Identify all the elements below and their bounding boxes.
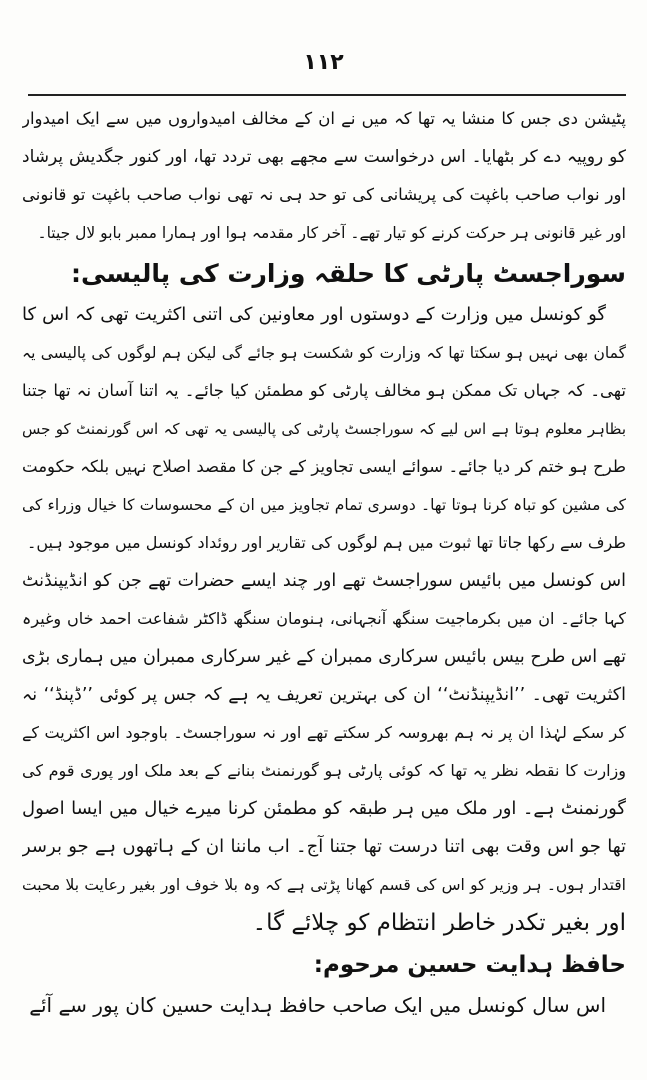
page-number: ۱۱۲ xyxy=(303,50,344,75)
text-line: اور نواب صاحب باغپت کی پریشانی کی تو حد ہی نہ تھی نواب صاحب باغپت تو قانونی xyxy=(22,185,626,204)
section-heading-hafiz-hidayat-hussain: حافظ ہدایت حسین مرحوم: xyxy=(313,952,626,978)
text-line: اس سال کونسل میں ایک صاحب حافظ ہدایت حسین کان پور سے آئے xyxy=(29,993,606,1017)
text-line: کہا جائے۔ ان میں بکرماجیت سنگھ آنجہانی، ہنومان سنگھ ڈاکٹر شفاعت احمد خاں وغیرہ xyxy=(22,609,626,628)
text-line: گورنمنٹ ہے۔ اور ملک میں ہر طبقہ کو مطمئن کرنا میرے خیال میں ایسا اصول xyxy=(22,798,626,819)
text-line: وزارت کا نقطہ نظر یہ تھا کہ کوئی پارٹی ہو گورنمنٹ بنانے کے بعد ملک اور پوری قوم کی xyxy=(22,761,626,780)
page-body xyxy=(22,100,626,1024)
text-line: طرف سے رکھا جاتا تھا ثبوت میں ہم لوگوں کی تقاریر اور روئداد کونسل میں موجود ہیں۔ xyxy=(26,533,626,552)
text-line: تھی۔ کہ جہاں تک ممکن ہو مخالف پارٹی کو مطمئن کیا جائے۔ یہ اتنا آسان نہ تھا جتنا xyxy=(22,381,626,400)
paragraph-1 xyxy=(22,100,626,252)
text-line: کی مشین کو تباہ کرنا ہوتا تھا۔ دوسری تمام تجاویز میں ان کے محسوسات کا خیال وزراء کی xyxy=(22,496,626,514)
text-line: کو روپیہ دے کر بٹھایا۔ اس درخواست سے مجھے بھی تردد تھا، اور کنور جگدیش پرشاد xyxy=(22,147,626,167)
text-line: کر سکے لہٰذا ان پر نہ ہم بھروسہ کر سکتے تھے اور نہ سوراجسٹ۔ باوجود اس اکثریت کے xyxy=(22,723,626,742)
text-line: اور غیر قانونی ہر حرکت کرنے کو تیار تھے۔ آخر کار مقدمہ ہوا اور ہمارا ممبر بابو لال جیتا۔ xyxy=(37,224,626,242)
section-heading-swarajist-policy: سوراجسٹ پارٹی کا حلقہ وزارت کی پالیسی: xyxy=(71,259,626,288)
text-line: طرح ہو ختم کر دیا جائے۔ سوائے ایسی تجاویز کے جن کا مقصد اصلاح نہیں بلکہ حکومت xyxy=(22,457,626,476)
text-line: گو کونسل میں وزارت کے دوستوں اور معاونین کی اتنی اکثریت تھی کہ اس کا xyxy=(22,304,606,325)
text-line: تھے اس طرح بیس بائیس سرکاری ممبران کے غیر سرکاری ممبران میں ہماری بڑی xyxy=(22,647,626,667)
text-line: گمان بھی نہیں ہو سکتا تھا کہ وزارت کو شکست ہو جائے گی لیکن ہم لوگوں کی پالیسی یہ xyxy=(22,344,626,362)
text-line: اکثریت تھی۔ ’’انڈیپنڈنٹ‘‘ ان کی بہترین تعریف یہ ہے کہ جس پر کوئی ’’ڈپنڈ‘‘ نہ xyxy=(22,685,626,705)
paragraph-3 xyxy=(22,562,626,942)
text-line: اور بغیر تکدر خاطر انتظام کو چلائے گا۔ xyxy=(252,910,626,936)
text-line: اقتدار ہوں۔ ہر وزیر کو اس کی قسم کھانا پڑتی ہے کہ وہ بلا خوف اور بغیر رعایت بلا محبت xyxy=(22,876,626,894)
text-line: بظاہر معلوم ہوتا ہے اس لیے کہ سوراجسٹ پارٹی کی پالیسی یہ تھی کہ اس گورنمنٹ کو جس xyxy=(22,420,626,438)
text-line: پٹیشن دی جس کا منشا یہ تھا کہ میں نے ان کے مخالف امیدواروں میں سے ایک امیدوار xyxy=(22,109,626,128)
paragraph-2 xyxy=(22,296,626,562)
text-line: تھا جو اس وقت بھی اتنا درست تھا جتنا آج۔ اب ماننا ان کے ہاتھوں ہے جو برسر xyxy=(22,836,626,857)
text-line: اس کونسل میں بائیس سوراجسٹ تھے اور چند ایسے حضرات تھے جن کو انڈیپنڈنٹ xyxy=(22,571,626,591)
paragraph-4 xyxy=(22,986,626,1024)
header-rule xyxy=(28,94,626,96)
